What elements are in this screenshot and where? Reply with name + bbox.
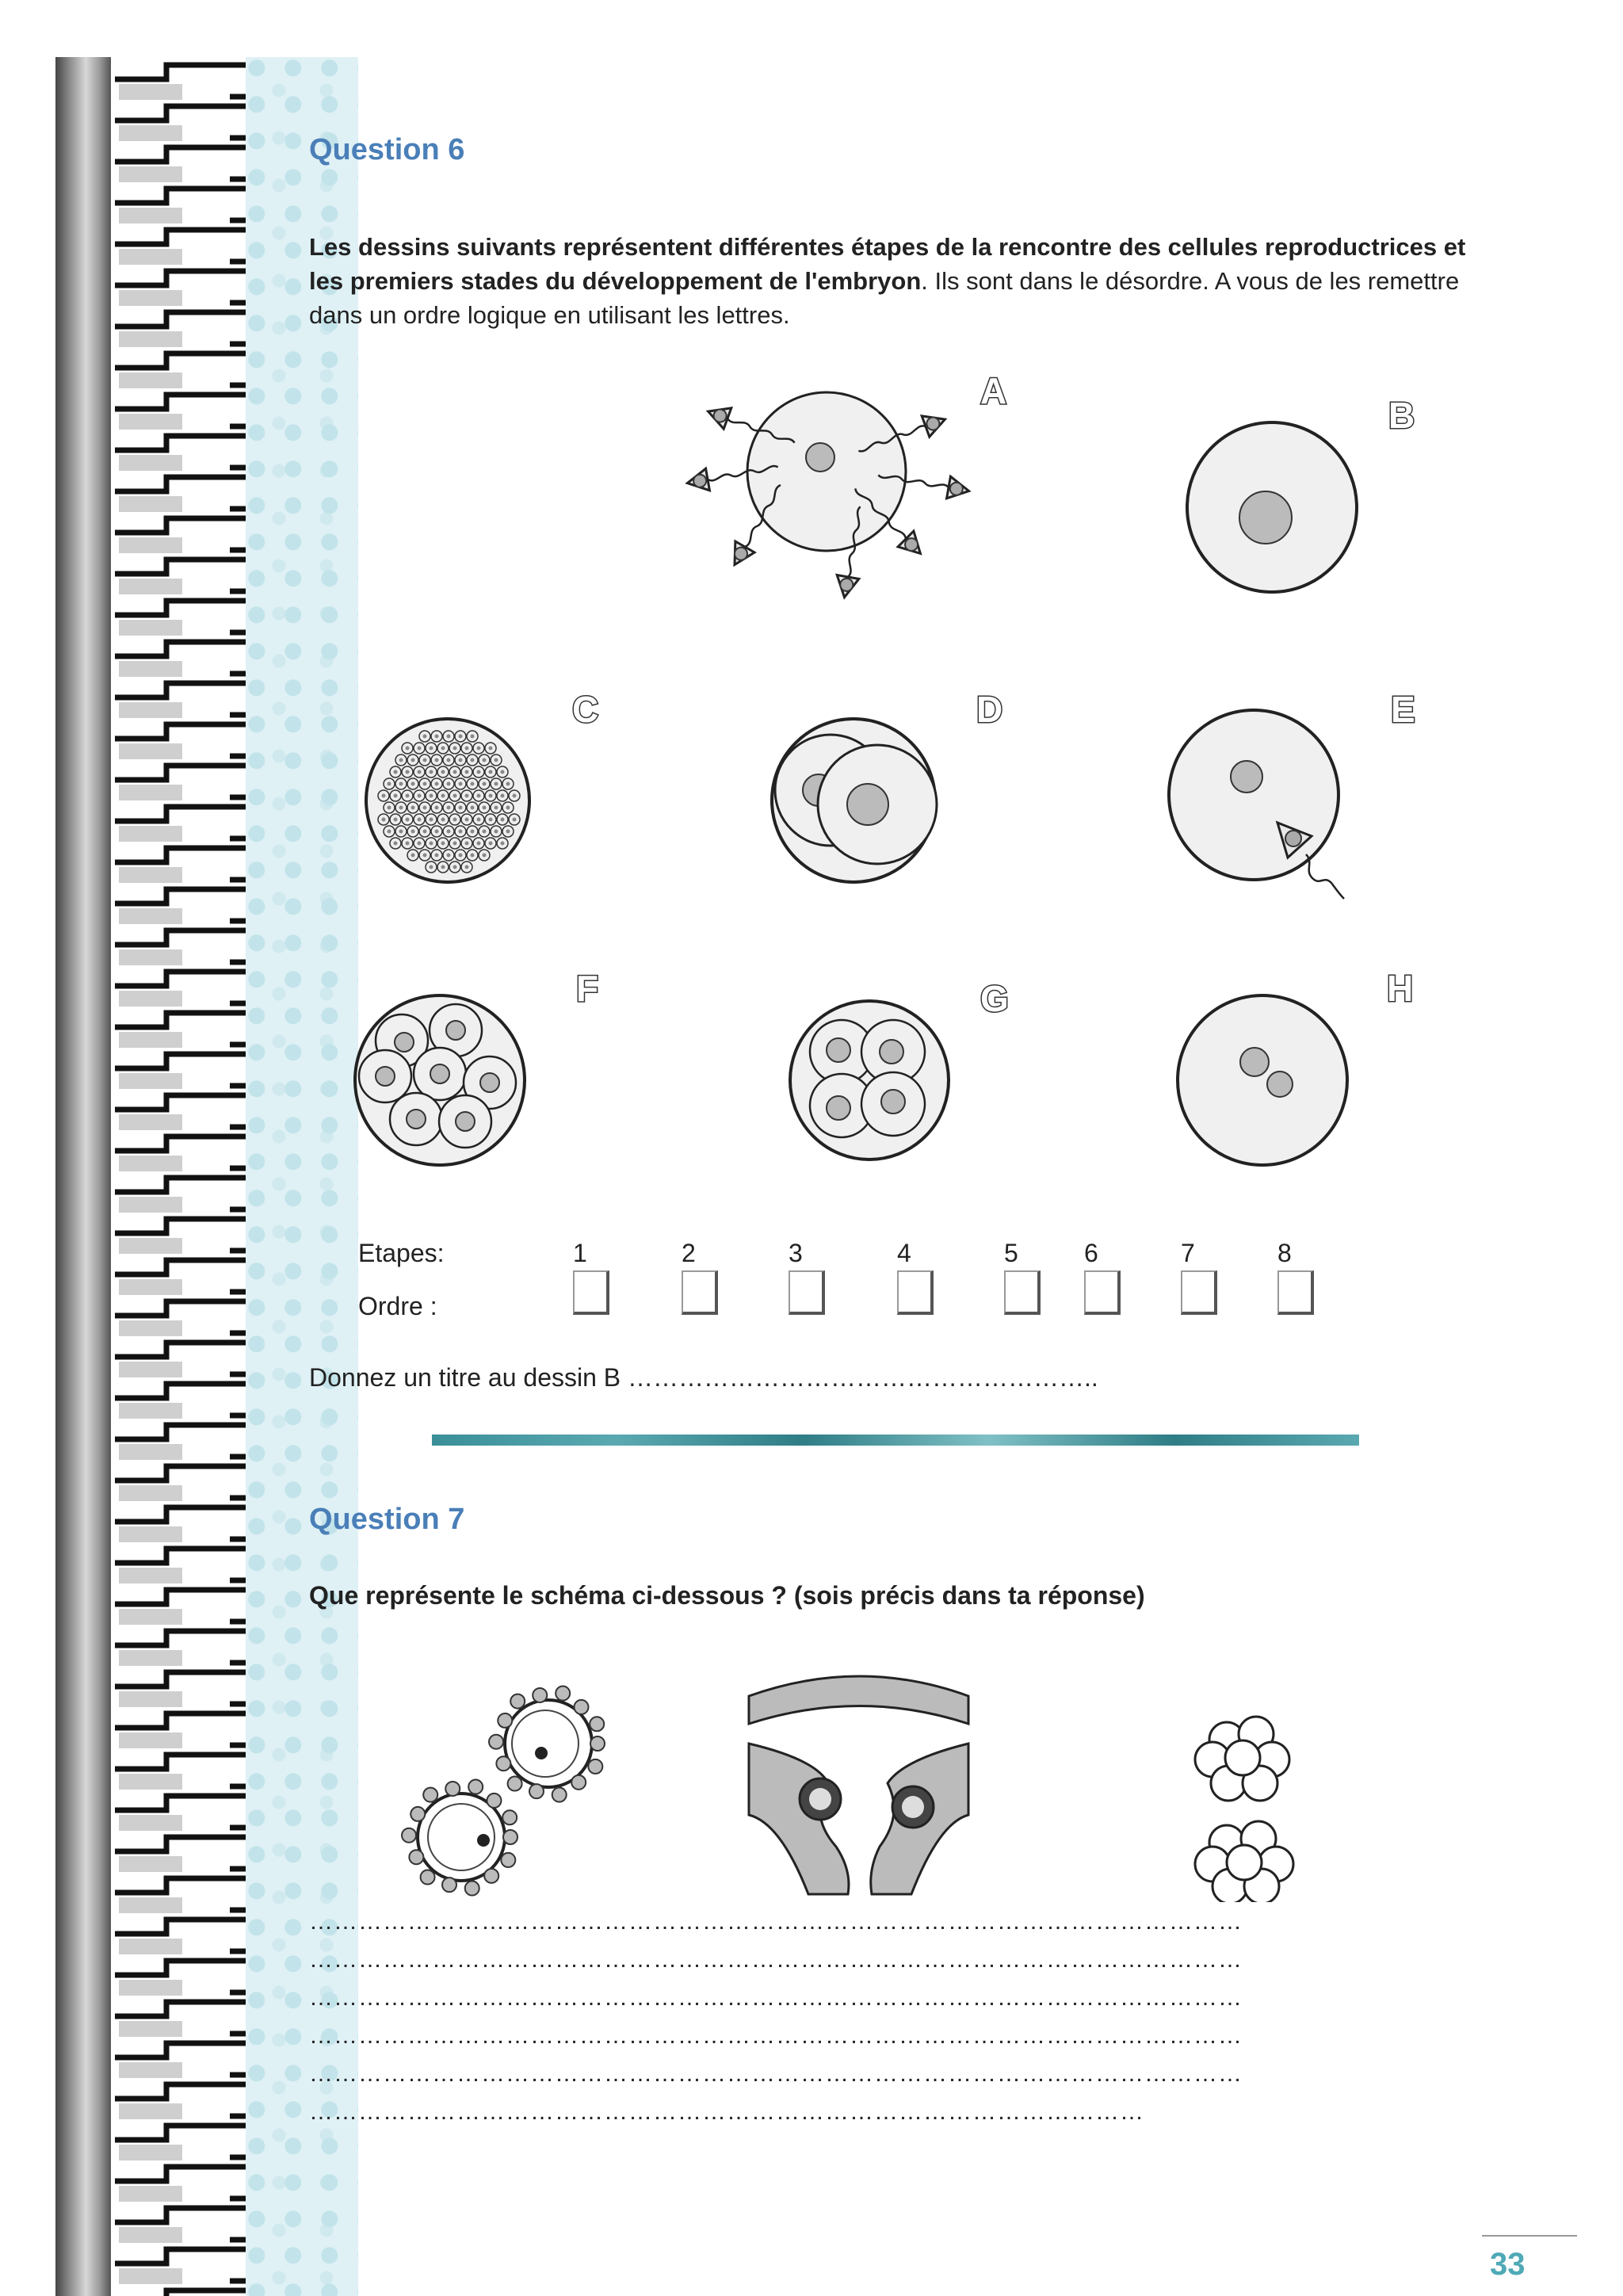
embryo-cell-nucleus [430, 818, 433, 822]
embryo-cell-nucleus [495, 830, 498, 834]
embryo-cell-nucleus [453, 842, 457, 846]
follicle-cell [487, 1794, 501, 1808]
embryo-cell-nucleus [411, 854, 415, 858]
embryo-cell-nucleus [477, 770, 481, 774]
embryo-cell-nucleus [423, 806, 427, 810]
embryo-cell-nucleus [489, 794, 493, 798]
follicle-cell [442, 1878, 456, 1892]
embryo-cell-nucleus [406, 818, 410, 822]
follicle-cell [529, 1784, 544, 1798]
answer-line[interactable]: …………………………………………………………………………………………………… [309, 1985, 1243, 2011]
embryo-cell-nucleus [471, 782, 475, 786]
letter-a: A [980, 370, 1007, 411]
embryo-cell-nucleus [441, 842, 445, 846]
spiral-ring-highlight [119, 2227, 182, 2243]
order-box-7[interactable] [1181, 1270, 1217, 1315]
embryo-cell-nucleus [447, 854, 451, 858]
follicle-cell [508, 1777, 522, 1791]
embryo-cell-nucleus [513, 818, 517, 822]
follicle-cell [556, 1687, 570, 1701]
question-7-title: Question 7 [309, 1503, 465, 1536]
follicle-cell [484, 1869, 498, 1883]
follicle-cell [588, 1759, 602, 1774]
step-number: 2 [682, 1239, 696, 1267]
embryo-cell-nucleus [423, 830, 427, 834]
embryo-cell-nucleus [423, 782, 427, 786]
follicle-cell [503, 1830, 517, 1844]
embryo-cell-nucleus [418, 818, 422, 822]
step-number: 5 [1004, 1239, 1018, 1267]
embryo-cell-nucleus [483, 806, 487, 810]
step-number: 4 [897, 1239, 911, 1267]
embryo-cell-nucleus [495, 758, 498, 762]
embryo-cell-nucleus [430, 842, 433, 846]
embryo-cell-nucleus [435, 735, 439, 739]
embryo-cell-nucleus [459, 735, 463, 739]
follicle-cell [402, 1828, 416, 1843]
embryo-cell-nucleus [418, 770, 422, 774]
embryo-cell-nucleus [406, 747, 410, 751]
embryo-cell-nucleus [388, 782, 391, 786]
embryo-cell-nucleus [447, 758, 451, 762]
answer-line[interactable]: …………………………………………………………………………………………………… [309, 2061, 1243, 2087]
spiral-ring-highlight [119, 1444, 182, 1460]
drawing-b [1187, 422, 1357, 592]
embryo-cell-nucleus [430, 865, 433, 869]
spiral-ring-highlight [119, 1526, 182, 1542]
answer-lines[interactable] [309, 1908, 1522, 2137]
step-number: 7 [1181, 1239, 1195, 1267]
spiral-ring-highlight [119, 1485, 182, 1501]
embryo-cell-nucleus [394, 770, 398, 774]
embryo-cell-nucleus [399, 758, 403, 762]
step-number: 3 [789, 1239, 803, 1267]
spiral-ring-highlight [119, 1609, 182, 1625]
spiral-ring [115, 2290, 252, 2296]
embryo-cell-nucleus [394, 842, 398, 846]
embryo-cell-nucleus [495, 782, 498, 786]
embryo-cell-nucleus [388, 830, 391, 834]
spiral-ring-highlight [119, 1320, 182, 1336]
drawing-g [790, 1001, 949, 1159]
spiral-ring-highlight [119, 1650, 182, 1666]
question-7-prompt: Que représente le schéma ci-dessous ? (sois précis dans ta réponse) [309, 1581, 1145, 1610]
letter-d: D [976, 689, 1003, 730]
embryo-cell-nucleus [423, 735, 427, 739]
embryo-cell-nucleus [435, 830, 439, 834]
embryo-cell-nucleus [459, 830, 463, 834]
embryo-cell-nucleus [418, 747, 422, 751]
embryo-cell-nucleus [477, 794, 481, 798]
spiral-ring-highlight [119, 2103, 182, 2119]
embryo-cell-nucleus [441, 818, 445, 822]
letter-c: C [572, 689, 599, 730]
embryo-cell-nucleus [441, 794, 445, 798]
embryo-cell-nucleus [435, 806, 439, 810]
embryo-cell-nucleus [423, 854, 427, 858]
follicle-cell [445, 1782, 460, 1796]
spiral-ring-highlight [119, 1980, 182, 1996]
schema-morula [1195, 1717, 1293, 1902]
spiral-ring-highlight [119, 1279, 182, 1295]
order-box-5[interactable] [1004, 1270, 1041, 1315]
embryo-cell-nucleus [513, 794, 517, 798]
order-box-8[interactable] [1277, 1270, 1314, 1315]
embryo-cell-nucleus [465, 842, 469, 846]
embryo-cell-nucleus [382, 794, 386, 798]
answer-line[interactable]: …………………………………………………………………………………………………… [309, 2023, 1243, 2049]
spiral-ring-highlight [119, 1939, 182, 1954]
embryo-cell-nucleus [399, 806, 403, 810]
etapes-label: Etapes: [358, 1239, 445, 1267]
embryo-cell-nucleus [465, 818, 469, 822]
embryo-cell-nucleus [459, 806, 463, 810]
embryo-cell-nucleus [447, 806, 451, 810]
embryo-cell-nucleus [411, 806, 415, 810]
embryo-cell-nucleus [394, 818, 398, 822]
embryo-cell-nucleus [477, 747, 481, 751]
follicle-cell [468, 1780, 483, 1794]
spiral-ring-highlight [119, 1362, 182, 1377]
letter-b: B [1388, 395, 1415, 436]
ordre-label: Ordre : [358, 1292, 437, 1320]
spiral-ring-highlight [119, 2145, 182, 2160]
embryo-cell-nucleus [453, 794, 457, 798]
follicle-cell [489, 1735, 503, 1749]
follicle-cell [409, 1850, 423, 1864]
follicle-cell [510, 1694, 525, 1709]
embryo-cell-nucleus [506, 830, 510, 834]
embryo-cell-nucleus [459, 758, 463, 762]
embryo-cell-nucleus [459, 782, 463, 786]
order-box-6[interactable] [1084, 1270, 1121, 1315]
order-box-4[interactable] [897, 1270, 934, 1315]
follicle-cell [590, 1717, 604, 1731]
question-6-title: Question 6 [309, 133, 465, 166]
embryo-cell-nucleus [471, 830, 475, 834]
schema-eggs [402, 1687, 605, 1896]
embryo-cell-nucleus [430, 770, 433, 774]
follicle-cell [498, 1713, 512, 1728]
page-number: 33 [1490, 2247, 1526, 2282]
step-number: 8 [1277, 1239, 1292, 1267]
step-number: 1 [573, 1239, 587, 1267]
embryo-cell-nucleus [459, 854, 463, 858]
embryo-cell-nucleus [465, 770, 469, 774]
follicle-cell [574, 1700, 588, 1714]
embryo-cell-nucleus [501, 818, 505, 822]
intro-rest: . Ils sont dans le désordre. A vous de les remettre dans un ordre logique en utilisant les lettres. [309, 267, 1460, 329]
embryo-cell-nucleus [399, 830, 403, 834]
embryo-cell-nucleus [435, 758, 439, 762]
embryo-cell-nucleus [430, 747, 433, 751]
spiral-ring-highlight [119, 2021, 182, 2037]
answer-line[interactable]: ………………………………………………………………………………………… [309, 2099, 1144, 2125]
embryo-cell-nucleus [489, 770, 493, 774]
spiral-ring-highlight [119, 1403, 182, 1419]
embryo-cell-nucleus [453, 747, 457, 751]
letter-g: G [980, 978, 1009, 1019]
embryo-cell-nucleus [471, 735, 475, 739]
drawing-c [366, 719, 529, 882]
embryo-cell-nucleus [406, 794, 410, 798]
order-box-2[interactable] [682, 1270, 718, 1315]
embryo-cell-nucleus [495, 806, 498, 810]
embryo-cell-nucleus [489, 818, 493, 822]
follicle-cell [533, 1688, 547, 1702]
embryo-cell-nucleus [388, 806, 391, 810]
drawing-f [355, 995, 525, 1165]
follicle-cell [502, 1810, 517, 1824]
embryo-cell-nucleus [471, 806, 475, 810]
embryo-cell-nucleus [418, 842, 422, 846]
embryo-cell-nucleus [471, 758, 475, 762]
question-7-schema [0, 1664, 1623, 1902]
embryo-cell-nucleus [471, 854, 475, 858]
follicle-cell [590, 1736, 605, 1751]
embryo-cell-nucleus [483, 782, 487, 786]
embryo-cell-nucleus [501, 770, 505, 774]
section-divider [432, 1435, 1359, 1446]
embryo-cell-nucleus [477, 818, 481, 822]
page-number-rule [1482, 2235, 1577, 2237]
schema-uterus [749, 1676, 968, 1894]
embryo-cell-nucleus [453, 865, 457, 869]
follicle-cell [501, 1853, 515, 1867]
letter-h: H [1387, 968, 1414, 1009]
embryo-cell-nucleus [506, 782, 510, 786]
spiral-ring-highlight [119, 1568, 182, 1584]
drawing-a [685, 392, 971, 599]
embryo-cell-nucleus [423, 758, 427, 762]
embryo-cell-nucleus [394, 794, 398, 798]
follicle-cell [411, 1807, 425, 1821]
follicle-cell [423, 1788, 437, 1802]
embryo-cell-nucleus [489, 747, 493, 751]
embryo-cell-nucleus [411, 758, 415, 762]
spiral-ring-highlight [119, 2268, 182, 2284]
embryo-cell-nucleus [501, 842, 505, 846]
embryo-cell-nucleus [441, 747, 445, 751]
drawing-h [1178, 995, 1347, 1165]
embryo-cell-nucleus [483, 854, 487, 858]
embryo-cell-nucleus [453, 770, 457, 774]
embryo-cell-nucleus [430, 794, 433, 798]
embryo-cell-nucleus [435, 854, 439, 858]
embryo-cell-nucleus [447, 830, 451, 834]
embryo-cell-nucleus [489, 842, 493, 846]
embryo-cell-nucleus [418, 794, 422, 798]
embryo-cell-nucleus [399, 782, 403, 786]
embryo-cell-nucleus [465, 747, 469, 751]
drawing-d [772, 719, 937, 882]
spiral-ring-highlight [119, 2062, 182, 2078]
spiral-ring-highlight [119, 2186, 182, 2202]
order-box-1[interactable] [573, 1270, 609, 1315]
embryo-cell-nucleus [447, 735, 451, 739]
letter-e: E [1391, 689, 1415, 730]
title-prompt: Donnez un titre au dessin B ……………………………………………….. [309, 1363, 1098, 1392]
embryo-cell-nucleus [435, 782, 439, 786]
embryo-cell-nucleus [453, 818, 457, 822]
drawing-e [1169, 710, 1344, 899]
follicle-cell [465, 1881, 479, 1896]
embryo-cell-nucleus [411, 830, 415, 834]
embryo-cell-nucleus [382, 818, 386, 822]
embryo-cell-nucleus [501, 794, 505, 798]
answer-line[interactable]: …………………………………………………………………………………………………… [309, 1946, 1243, 1973]
intro-bold: Les dessins suivants représentent différentes étapes de la rencontre des cellules reproductrices et les premiers stades du développement de l'embryon [309, 233, 1466, 295]
embryo-cell-nucleus [465, 794, 469, 798]
embryo-cell-nucleus [441, 865, 445, 869]
embryo-cell-nucleus [477, 842, 481, 846]
order-box-3[interactable] [789, 1270, 825, 1315]
letter-f: F [576, 968, 599, 1009]
follicle-cell [571, 1775, 586, 1790]
answer-line[interactable]: …………………………………………………………………………………………………… [309, 1908, 1243, 1935]
follicle-cell [421, 1870, 435, 1885]
step-number: 6 [1084, 1239, 1098, 1267]
embryo-cell-nucleus [411, 782, 415, 786]
embryo-cell-nucleus [406, 770, 410, 774]
embryo-cell-nucleus [483, 830, 487, 834]
embryo-cell-nucleus [465, 865, 469, 869]
embryo-cell-nucleus [506, 806, 510, 810]
follicle-cell [552, 1788, 567, 1802]
follicle-cell [496, 1756, 510, 1771]
embryo-cell-nucleus [441, 770, 445, 774]
embryo-cell-nucleus [483, 758, 487, 762]
embryo-cell-nucleus [406, 842, 410, 846]
embryo-cell-nucleus [447, 782, 451, 786]
